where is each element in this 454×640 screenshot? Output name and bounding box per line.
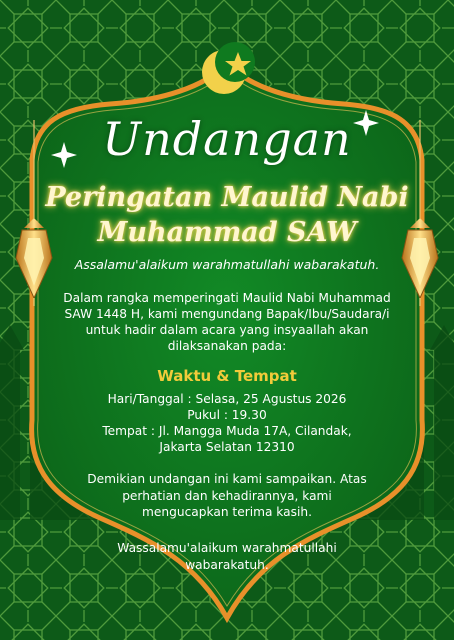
greeting: Assalamu'alaikum warahmatullahi wabarakatuh. <box>74 257 380 272</box>
farewell-line: Wassalamu'alaikum warahmatullahi <box>117 541 337 555</box>
section-title: Waktu & Tempat <box>157 367 297 385</box>
intro-line: untuk hadir dalam acara yang insyaallah akan <box>85 323 369 337</box>
invitation-title: Undangan <box>102 112 352 166</box>
intro-line: SAW 1448 H, kami mengundang Bapak/Ibu/Saudara/i <box>64 307 390 321</box>
intro-paragraph <box>40 290 414 354</box>
closing-paragraph <box>50 471 404 521</box>
farewell <box>50 540 404 573</box>
event-time: Pukul : 19.30 <box>187 408 267 422</box>
event-title-line2: Muhammad SAW <box>97 217 357 248</box>
intro-line: Dalam rangka memperingati Maulid Nabi Muhammad <box>63 291 391 305</box>
intro-line: dilaksanakan pada: <box>167 339 287 353</box>
event-title-line1: Peringatan Maulid Nabi <box>45 182 409 213</box>
closing-line: Demikian undangan ini kami sampaikan. Atas <box>87 472 367 486</box>
event-place: Jakarta Selatan 12310 <box>159 440 295 454</box>
closing-line: mengucapkan terima kasih. <box>142 505 312 519</box>
farewell-line: wabarakatuh. <box>185 557 269 572</box>
event-place: Tempat : Jl. Mangga Muda 17A, Cilandak, <box>102 424 352 438</box>
event-details <box>40 391 414 455</box>
event-date: Hari/Tanggal : Selasa, 25 Agustus 2026 <box>107 392 347 406</box>
closing-line: perhatian dan kehadirannya, kami <box>122 488 332 503</box>
